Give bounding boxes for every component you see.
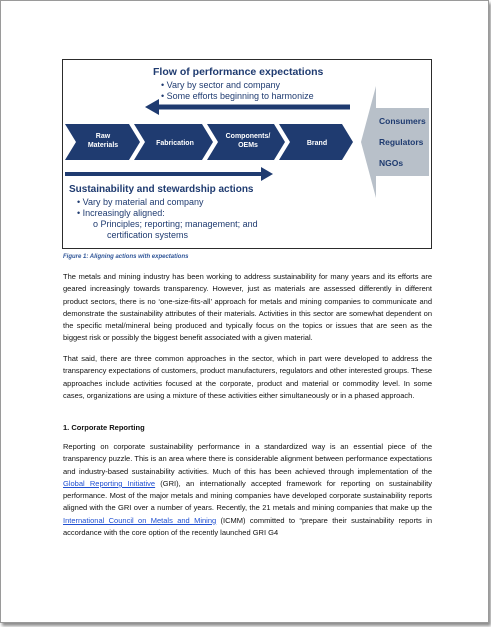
chain-label-raw-2: Materials — [87, 142, 119, 149]
paragraph-text: (ICMM) committed to “prepare their sustainability reports in accordance with the core option of the recently launched GRI G4 — [63, 515, 432, 538]
chain-label-fabrication: Fabrication — [156, 140, 194, 147]
icmm-link[interactable]: International Council on Metals and Mining — [63, 515, 217, 525]
figure-caption: Figure 1: Aligning actions with expectations — [63, 254, 189, 260]
paragraph-text: Reporting on corporate sustainability performance in a standardized way is an essential piece of the transparency puzzle. This is an area where there is considerable alignment between performance expectations and industry-based sustainability activities. Much of this has been achieved through implementation of the — [63, 442, 432, 476]
stakeholder-ngos: NGOs — [379, 158, 404, 168]
gri-link[interactable]: Global Reporting Initiative — [63, 478, 156, 488]
expectations-arrow-head — [145, 99, 159, 115]
chain-label-raw-1: Raw — [95, 133, 111, 140]
paragraph-approaches: That said, there are three common approaches in the sector, which in part were developed to address the transparency expectations of customers, product manufacturers, regulators and other interested groups. These approaches include activities focused at the corporate, product and material or commodity level. In some cases, organizations are using a mixture of these activities either simultaneously or in a phased approach. — [63, 354, 432, 400]
paragraph-text: (GRI), an internationally accepted framework for reporting on sustainability performance. Most of the major metals and mining companies have developed corporate sustainability reports aligned with the GRI over a number of years. Recently, the 21 metals and mining companies that make up the — [63, 478, 432, 513]
stakeholder-consumers: Consumers — [379, 116, 426, 126]
figure-bottom-title: Sustainability and stewardship actions — [69, 184, 254, 195]
figure-bottom-bullet: • Vary by material and company — [77, 197, 204, 207]
figure-bottom-bullet: • Increasingly aligned: — [77, 208, 165, 218]
paragraph-corporate-reporting — [63, 441, 432, 539]
paragraph-intro: The metals and mining industry has been working to address sustainability for many years and its efforts are geared increasingly towards transparency. However, just as materials are assessed differently in different product sectors, there is no ‘one-size-fits-all’ approach for metals and mining companies to communicate and demonstrate the sustainability attributes of their materials. Activities in this sector are somewhat dependent on the specific metal/mineral being produced and typically focus on the topics or issues that are seen as the biggest risk or possibly the biggest benefit associated with a given material. — [63, 272, 432, 343]
actions-arrow-head — [261, 167, 273, 181]
figure-sub-bullet-cont: certification systems — [107, 230, 189, 240]
figure-top-bullet: • Vary by sector and company — [161, 80, 281, 90]
chain-label-components-2: OEMs — [238, 142, 258, 149]
figure-diagram — [62, 59, 432, 249]
section-heading-corporate-reporting: 1. Corporate Reporting — [63, 423, 145, 432]
chain-label-brand: Brand — [306, 140, 328, 147]
figure-sub-bullet: o Principles; reporting; management; and — [93, 219, 258, 229]
stakeholder-regulators: Regulators — [379, 137, 424, 147]
figure-top-title: Flow of performance expectations — [153, 66, 324, 78]
chain-label-components-1: Components/ — [225, 133, 271, 140]
figure-top-bullet: • Some efforts beginning to harmonize — [161, 91, 314, 101]
